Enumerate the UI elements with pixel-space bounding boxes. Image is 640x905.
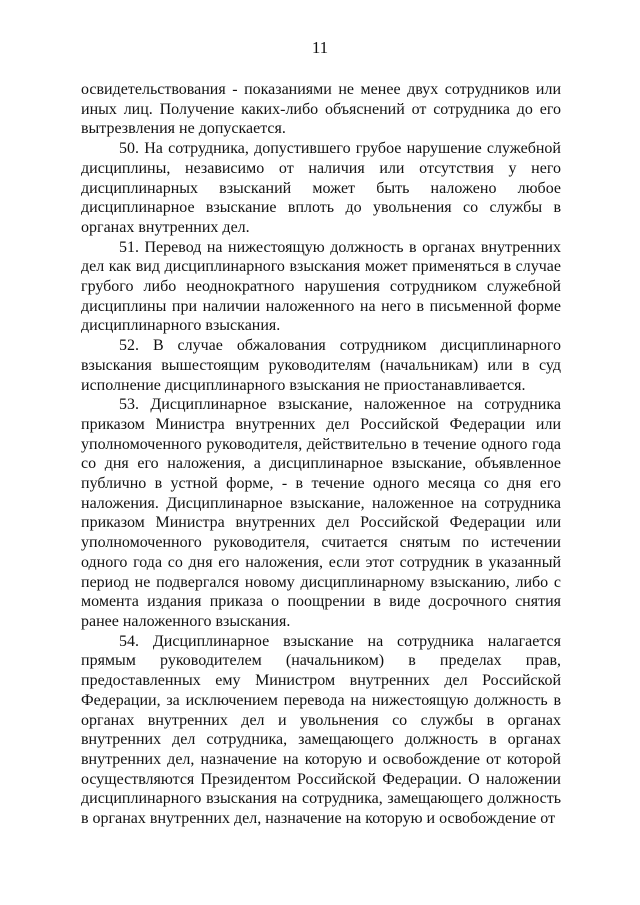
paragraph-53: 53. Дисциплинарное взыскание, наложенное на сотрудника приказом Министра внутренних дел Российской Федерации или уполномоченного руководителя, действительно в течение одного года со дня его наложения, а дисциплинарное взыскание, объявленное публично в устной форме, - в течение одного месяца со дня его наложения. Дисциплинарное взыскание, наложенное на сотрудника приказом Министра внутренних дел Российской Федерации или уполномоченного руководителя, считается снятым по истечении одного года со дня его наложения, если этот сотрудник в указанный период не подвергался новому дисциплинарному взысканию, либо с момента издания приказа о поощрении в виде досрочного снятия ранее наложенного взыскания. bbox=[81, 396, 561, 630]
page-number: 11 bbox=[311, 38, 329, 57]
paragraph-50: 50. На сотрудника, допустившего грубое нарушение служебной дисциплины, независимо от наличия или отсутствия у него дисциплинарных взысканий может быть наложено любое дисциплинарное взыскание вплоть до увольнения со службы в органах внутренних дел. bbox=[81, 140, 561, 236]
paragraph-54: 54. Дисциплинарное взыскание на сотрудника налагается прямым руководителем (начальником) в пределах прав, предоставленных ему Министром внутренних дел Российской Федерации, за исключением перевода на нижестоящую должность в органах внутренних дел и увольнения со службы в органах внутренних дел сотрудника, замещающего должность в органах внутренних дел, назначение на которую и освобождение от которой осуществляются Президентом Российской Федерации. О наложении дисциплинарного взыскания на сотрудника, замещающего должность в органах внутренних дел, назначение на которую и освобождение от bbox=[81, 632, 561, 828]
paragraph-51: 51. Перевод на нижестоящую должность в органах внутренних дел как вид дисциплинарного взыскания может применяться в случае грубого либо неоднократного нарушения сотрудником служебной дисциплины при наличии наложенного на него в письменной форме дисциплинарного взыскания. bbox=[81, 238, 561, 335]
paragraph-52: 52. В случае обжалования сотрудником дисциплинарного взыскания вышестоящим руководителям (начальникам) или в суд исполнение дисциплинарного взыскания не приостанавливается. bbox=[81, 337, 561, 394]
paragraph-continuation: освидетельствования - показаниями не менее двух сотрудников или иных лиц. Получение каких-либо объяснений от сотрудника до его вытрезвления не допускается. bbox=[81, 81, 561, 138]
document-body bbox=[81, 80, 561, 829]
